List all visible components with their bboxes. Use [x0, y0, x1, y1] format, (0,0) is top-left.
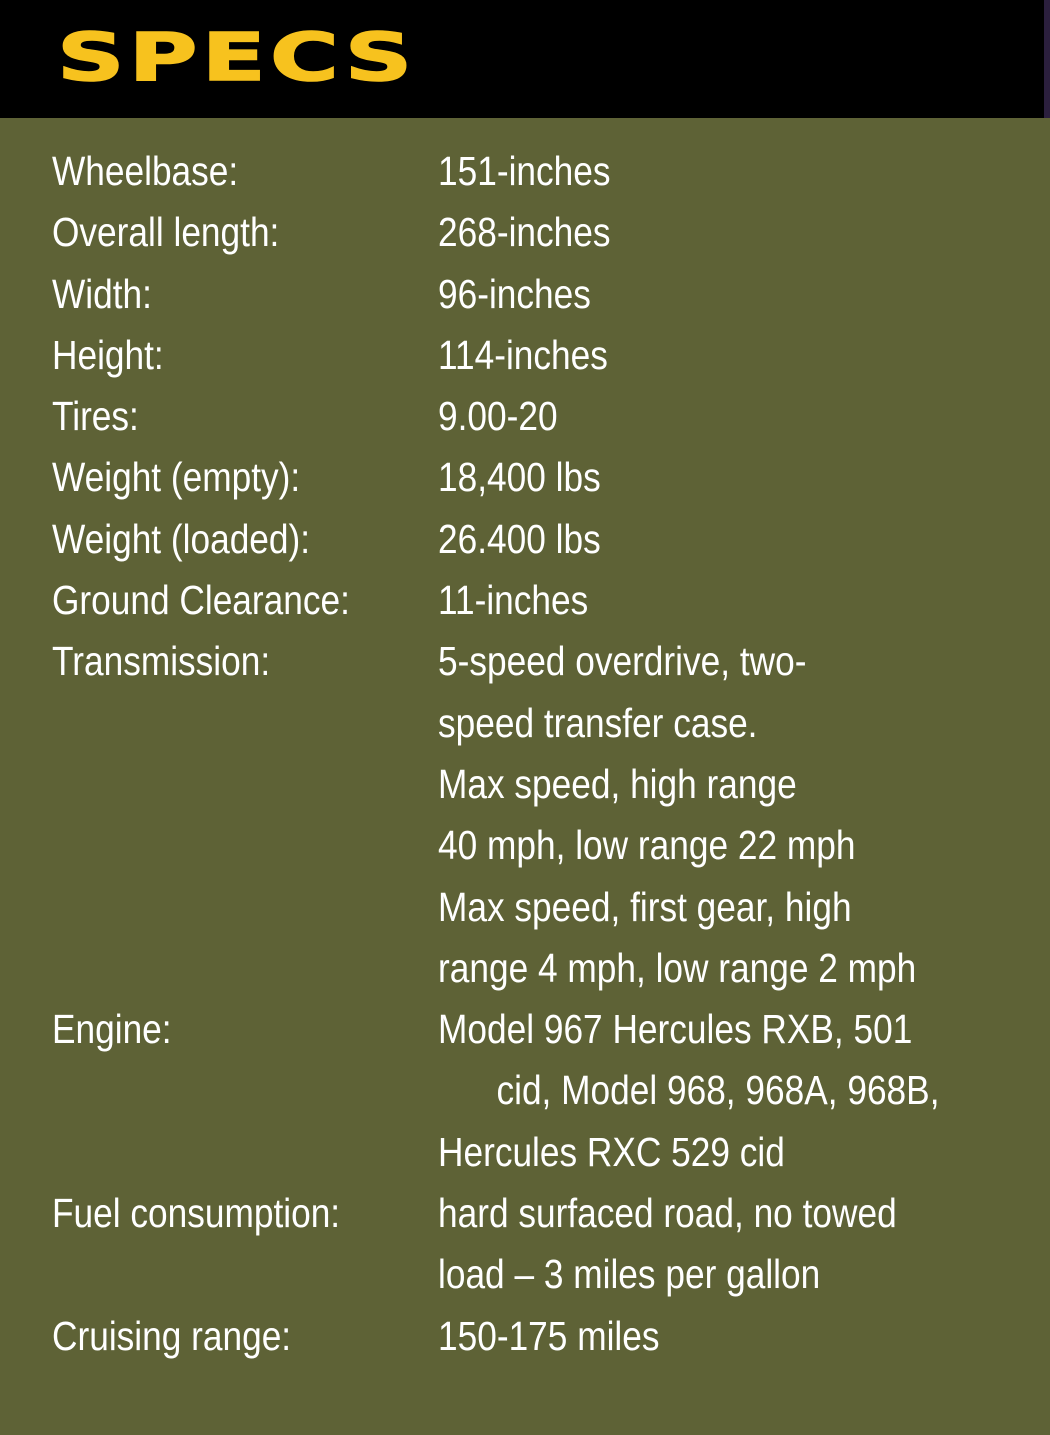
spec-label: Fuel consumption: [52, 1190, 341, 1237]
spec-value [438, 447, 1037, 508]
spec-label: Cruising range: [52, 1312, 292, 1359]
spec-value [438, 264, 1037, 325]
spec-label: Tires: [52, 393, 139, 440]
spec-row-wheelbase [52, 141, 1037, 202]
spec-value [438, 325, 1037, 386]
spec-row-weight-empty [52, 447, 1037, 508]
spec-value [438, 1183, 1037, 1306]
spec-value-line: Max speed, first gear, high [438, 883, 852, 930]
spec-value [438, 570, 1037, 631]
spec-value [438, 509, 1037, 570]
spec-label: Transmission: [52, 638, 271, 685]
spec-label: Wheelbase: [52, 148, 239, 194]
spec-row-ground-clearance [52, 570, 1037, 631]
spec-value [438, 1306, 1037, 1367]
spec-label: Engine: [52, 1006, 172, 1053]
spec-value-line: Hercules RXC 529 cid [438, 1128, 785, 1175]
spec-row-weight-loaded [52, 509, 1037, 570]
spec-value-line: range 4 mph, low range 2 mph [438, 944, 917, 991]
spec-value [438, 386, 1037, 447]
spec-value [438, 141, 1037, 202]
spec-row-cruising-range [52, 1306, 1037, 1367]
spec-value-line: 268-inches [438, 209, 611, 256]
specs-list [52, 141, 1037, 1367]
spec-value-line: 96-inches [438, 270, 591, 317]
header-edge-strip [1044, 0, 1050, 118]
spec-value-line: 150-175 miles [438, 1312, 660, 1359]
spec-value-line: speed transfer case. [438, 699, 758, 746]
spec-label: Height: [52, 331, 164, 378]
spec-row-engine [52, 999, 1037, 1183]
spec-label: Weight (loaded): [52, 515, 311, 562]
spec-label: Overall length: [52, 209, 280, 256]
spec-value-line: 11-inches [438, 577, 589, 624]
spec-value-line: 5-speed overdrive, two- [438, 638, 807, 685]
spec-value [438, 999, 1037, 1183]
spec-value-line: 114-inches [438, 331, 608, 378]
spec-label: Weight (empty): [52, 454, 301, 501]
spec-row-height [52, 325, 1037, 386]
spec-value-line: 26.400 lbs [438, 515, 601, 562]
spec-row-tires [52, 386, 1037, 447]
spec-value-line: hard surfaced road, no towed [438, 1190, 897, 1237]
spec-value-line: 40 mph, low range 22 mph [438, 822, 856, 869]
page-title: SPECS [57, 19, 417, 96]
spec-label: Ground Clearance: [52, 577, 350, 624]
spec-value-line: 9.00-20 [438, 393, 558, 440]
header-bar [0, 0, 1050, 118]
spec-row-transmission [52, 631, 1037, 999]
spec-row-fuel-consumption [52, 1183, 1037, 1306]
spec-row-overall-length [52, 202, 1037, 263]
spec-value-line: Max speed, high range [438, 760, 797, 807]
spec-value-line: Model 967 Hercules RXB, 501 [438, 1006, 913, 1053]
spec-label: Width: [52, 270, 152, 317]
spec-value-line: 18,400 lbs [438, 454, 601, 501]
spec-value [438, 631, 1037, 999]
spec-row-width [52, 264, 1037, 325]
spec-value-line: cid, Model 968, 968A, 968B, [496, 1067, 940, 1114]
spec-value-line: load – 3 miles per gallon [438, 1251, 821, 1298]
spec-value [438, 202, 1037, 263]
spec-value-line: 151-inches [438, 148, 611, 194]
